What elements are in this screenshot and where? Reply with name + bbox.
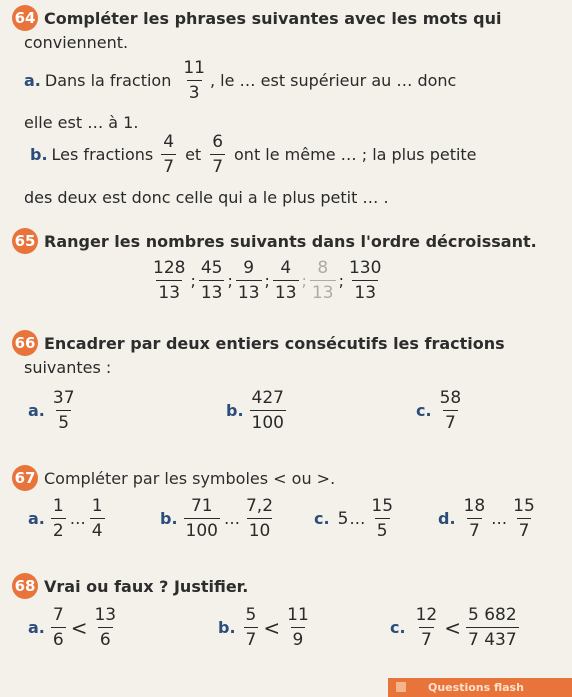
ex66-header — [12, 330, 505, 356]
numerator: 15 — [513, 496, 535, 516]
ex66-item-b — [226, 388, 289, 433]
numerator: 8 — [317, 258, 329, 278]
denominator: 100 — [184, 518, 220, 541]
denominator: 7 — [467, 518, 482, 541]
denominator: 13 — [156, 280, 182, 303]
numerator: 11 — [183, 58, 205, 78]
item-label: b. — [218, 618, 236, 637]
numerator: 37 — [52, 388, 75, 408]
footer-label: Questions flash — [428, 681, 524, 694]
separator: ; — [301, 271, 307, 290]
ex67-item-a — [28, 496, 108, 541]
footer-questions-flash — [388, 678, 572, 697]
ex65-fraction-4 — [273, 258, 299, 303]
ex67-number: 67 — [12, 465, 38, 491]
numerator: 5 682 — [467, 605, 517, 625]
fraction-right — [244, 496, 275, 541]
ex64-a-label: a. — [24, 71, 41, 90]
denominator: 13 — [236, 280, 262, 303]
denominator: 2 — [51, 518, 66, 541]
ex64-b-text1: Les fractions — [51, 145, 154, 164]
numerator: 1 — [52, 496, 64, 516]
denominator: 4 — [90, 518, 105, 541]
ex64-title: Compléter les phrases suivantes avec les mots qui — [44, 8, 502, 28]
numerator: 11 — [287, 605, 309, 625]
ex66-title: Encadrer par deux entiers consécutifs les fractions — [44, 333, 505, 353]
ex64-b-text2: ont le même … ; la plus petite — [234, 145, 477, 164]
denominator: 5 — [56, 410, 71, 433]
item-label: c. — [416, 401, 432, 420]
ex65-header — [12, 228, 537, 254]
ex68-number: 68 — [12, 573, 38, 599]
ex67-item-c — [314, 496, 398, 541]
less-than-sign: < — [444, 615, 461, 640]
ex64-b-fraction2 — [210, 132, 225, 177]
denominator: 13 — [310, 280, 336, 303]
ex64-a-text3: elle est … à 1. — [24, 113, 139, 132]
less-than-sign: < — [263, 615, 281, 640]
numerator: 15 — [371, 496, 394, 516]
fraction-right — [511, 496, 537, 541]
numerator: 4 — [280, 258, 292, 278]
denominator: 9 — [291, 627, 306, 650]
numerator: 45 — [200, 258, 223, 278]
ex64-a-row — [24, 58, 456, 103]
fraction-right — [466, 605, 519, 650]
ex67-title: Compléter par les symboles < ou >. — [44, 468, 336, 488]
ex66-item-c — [416, 388, 466, 433]
ex64-b-and: et — [185, 145, 202, 164]
numerator: 18 — [463, 496, 486, 516]
denominator: 6 — [98, 627, 113, 650]
denominator: 13 — [199, 280, 225, 303]
denominator: 6 — [51, 627, 66, 650]
ex64-a-text2: , le … est supérieur au … donc — [210, 71, 457, 90]
ex65-fraction-3 — [236, 258, 262, 303]
fraction-right — [92, 605, 118, 650]
fraction-right — [369, 496, 395, 541]
blank-dots: … — [491, 509, 508, 528]
ex66-number: 66 — [12, 330, 38, 356]
denominator: 7 — [419, 627, 434, 650]
ex65-number: 65 — [12, 228, 38, 254]
item-label: d. — [438, 509, 456, 528]
ex64-a-text1: Dans la fraction — [44, 71, 172, 90]
numerator: 13 — [94, 605, 117, 625]
denominator: 100 — [250, 410, 286, 433]
ex68-title: Vrai ou faux ? Justifier. — [44, 576, 249, 596]
ex68-header — [12, 573, 248, 599]
fraction-left — [51, 605, 66, 650]
item-label: a. — [28, 509, 45, 528]
square-icon — [396, 682, 406, 692]
item-label: b. — [160, 509, 178, 528]
fraction — [438, 388, 464, 433]
ex66-title-line2: suivantes : — [24, 358, 112, 377]
fraction — [51, 388, 77, 433]
numerator: 1 — [91, 496, 103, 516]
ex65-fractions — [148, 258, 386, 303]
fraction-left — [184, 496, 220, 541]
ex65-fraction-5 — [310, 258, 336, 303]
denominator: 3 — [187, 80, 202, 103]
ex64-title-line2: conviennent. — [24, 33, 129, 52]
separator: ; — [338, 271, 344, 290]
denominator: 7 437 — [466, 627, 519, 650]
ex65-fraction-6 — [347, 258, 383, 303]
ex67-item-b — [160, 496, 278, 541]
ex64-b-row — [30, 132, 477, 177]
fraction-right — [285, 605, 311, 650]
whole-number: 5 — [337, 508, 349, 529]
separator: ; — [264, 271, 270, 290]
item-label: a. — [28, 618, 45, 637]
fraction-left — [462, 496, 488, 541]
ex65-fraction-2 — [199, 258, 225, 303]
numerator: 7,2 — [245, 496, 274, 516]
ex67-header — [12, 465, 335, 491]
denominator: 13 — [352, 280, 378, 303]
separator: ; — [190, 271, 196, 290]
denominator: 7 — [244, 627, 259, 650]
item-label: c. — [390, 618, 406, 637]
denominator: 10 — [247, 518, 273, 541]
numerator: 130 — [348, 258, 382, 278]
ex68-item-c — [390, 605, 522, 650]
item-label: b. — [226, 401, 244, 420]
blank-dots: … — [69, 509, 86, 528]
fraction-left — [414, 605, 440, 650]
numerator: 9 — [243, 258, 255, 278]
ex64-number: 64 — [12, 5, 38, 31]
ex64-header — [12, 5, 502, 31]
numerator: 128 — [153, 258, 186, 278]
fraction-right — [90, 496, 105, 541]
item-label: a. — [28, 401, 45, 420]
numerator: 5 — [245, 605, 257, 625]
ex64-b-text3: des deux est donc celle qui a le plus petit … . — [24, 188, 389, 207]
numerator: 12 — [415, 605, 438, 625]
blank-dots: … — [223, 509, 240, 528]
denominator: 13 — [273, 280, 299, 303]
numerator: 71 — [190, 496, 213, 516]
denominator: 7 — [161, 154, 176, 177]
ex65-title: Ranger les nombres suivants dans l'ordre décroissant. — [44, 231, 537, 251]
numerator: 4 — [163, 132, 175, 152]
separator: ; — [227, 271, 233, 290]
denominator: 7 — [210, 154, 225, 177]
numerator: 427 — [251, 388, 284, 408]
ex68-item-a — [28, 605, 121, 650]
ex64-b-label: b. — [30, 145, 48, 164]
denominator: 7 — [517, 518, 532, 541]
ex68-item-b — [218, 605, 314, 650]
fraction-left — [51, 496, 66, 541]
ex64-b-fraction1 — [161, 132, 176, 177]
item-label: c. — [314, 509, 330, 528]
ex67-item-d — [438, 496, 540, 541]
numerator: 6 — [212, 132, 224, 152]
fraction-left — [244, 605, 259, 650]
numerator: 58 — [439, 388, 462, 408]
ex64-a-fraction — [181, 58, 207, 103]
fraction — [250, 388, 286, 433]
numerator: 7 — [52, 605, 64, 625]
denominator: 7 — [443, 410, 458, 433]
ex65-fraction-1 — [151, 258, 187, 303]
ex66-item-a — [28, 388, 80, 433]
denominator: 5 — [375, 518, 390, 541]
blank-dots: … — [349, 509, 366, 528]
less-than-sign: < — [70, 615, 88, 640]
